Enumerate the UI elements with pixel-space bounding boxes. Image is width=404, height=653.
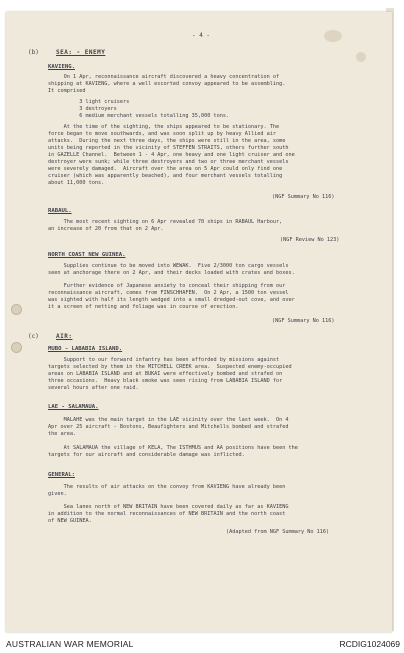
subheading-mubo: MUBO - LABABIA ISLAND.: [48, 346, 123, 352]
text-line: seen at anchorage there on 2 Apr, and their decks loaded with crates and boxes.: [48, 270, 295, 276]
text-line: force began to move southwards, and was soon split up by heavy Allied air: [48, 131, 276, 137]
punch-hole: [11, 304, 22, 315]
section-title: AIR:: [56, 333, 73, 340]
text-line: it a screen of netting and foliage was in course of erection.: [48, 304, 239, 310]
text-line: given.: [48, 491, 67, 497]
subheading-kavieng: KAVIENG.: [48, 64, 75, 70]
section-letter: (c): [28, 333, 39, 340]
text-line: Apr over 25 aircraft - Bostons, Beaufighters and Mitchells bombed and strafed: [48, 424, 289, 430]
subheading-rabaul: RABAUL.: [48, 208, 72, 214]
text-line: It comprised: [48, 88, 86, 94]
text-line: Support to our forward infantry has been afforded by missions against: [48, 357, 280, 363]
text-line: the area.: [48, 431, 77, 437]
text-line: 3 destroyers: [48, 106, 117, 112]
section-letter: (b): [28, 49, 39, 56]
punch-hole: [11, 342, 22, 353]
reference-note: (NGF Summary No 116): [272, 194, 335, 200]
page-number: - 4 -: [191, 32, 211, 39]
text-line: 6 medium merchant vessels totalling 35,000 tons.: [48, 113, 230, 119]
reference-note: (NGF Summary No 116): [272, 318, 335, 324]
text-line: were severely damaged. Aircraft over the area on 5 Apr could only find one: [48, 166, 283, 172]
text-line: an increase of 20 from that on 2 Apr.: [48, 226, 164, 232]
subheading-lae: LAE - SALAMAUA.: [48, 404, 99, 410]
text-line: in GAZELLE Channel. Between 1 - 4 Apr, one heavy and one light cruiser and one: [48, 152, 295, 158]
text-line: Supplies continue to be moved into WEWAK. Five 2/3000 ton cargo vessels: [48, 263, 289, 269]
text-line: of NEW GUINEA.: [48, 518, 92, 524]
text-line: units being reported in the vicinity of STEFFEN STRAITS, others further south: [48, 145, 289, 151]
subheading-north-coast: NORTH COAST NEW GUINEA.: [48, 252, 126, 258]
footer-archive-name: AUSTRALIAN WAR MEMORIAL: [6, 639, 134, 649]
text-line: areas on LABABIA ISLAND and at BUKAI were effectively bombed and strafed on: [48, 371, 283, 377]
text-line: several hours after one raid.: [48, 385, 139, 391]
text-line: 3 light cruisers: [48, 99, 130, 105]
text-line: was sighted with half its length wedged into a small dredged-out cove, and over: [48, 297, 295, 303]
text-line: attacks. During the next three days, the ships were still in the area, some: [48, 138, 286, 144]
document-page: [6, 12, 392, 632]
footer-record-id: RCDIG1024069: [339, 639, 400, 649]
text-line: cruiser (which was apparently beached), and four merchant vessels totalling: [48, 173, 283, 179]
reference-note: (NGF Review No 123): [280, 237, 340, 243]
reference-note: (Adapted from NGF Summary No 116): [226, 529, 330, 535]
text-line: Sea lanes north of NEW BRITAIN have been covered daily as far as KAVIENG: [48, 504, 289, 510]
text-line: At SALAMAUA the village of KELA, The ISTHMUS and AA positions have been the: [48, 445, 298, 451]
text-line: shipping at KAVIENG, where a well escorted convoy appeared to be assembling.: [48, 81, 286, 87]
text-line: targets selected by them in the MITCHELL CREEK area. Suspected enemy-occupied: [48, 364, 292, 370]
text-line: The results of air attacks on the convoy from KAVIENG have already been: [48, 484, 286, 490]
text-line: about 11,000 tons.: [48, 180, 105, 186]
text-line: targets for our aircraft and considerable damage was inflicted.: [48, 452, 245, 458]
text-line: On 1 Apr, reconnaissance aircraft discovered a heavy concentration of: [48, 74, 280, 80]
text-line: Further evidence of Japanese anxiety to conceal their shipping from our: [48, 283, 286, 289]
text-line: At the time of the sighting, the ships appeared to be stationary. The: [48, 124, 280, 130]
text-line: The most recent sighting on 6 Apr revealed 70 ships in RABAUL Harbour,: [48, 219, 283, 225]
text-line: in addition to the normal reconnaissances of NEW BRITAIN and the north coast: [48, 511, 286, 517]
text-line: three occasions. Heavy black smoke was seen rising from LABABIA ISLAND for: [48, 378, 283, 384]
archive-footer: [0, 638, 404, 653]
stain-mark: [356, 52, 366, 62]
text-line: destroyer were sunk; while three destroyers and two or three merchant vessels: [48, 159, 289, 165]
text-line: reconnaissance aircraft, comes from FINSCHHAFEN. On 2 Apr, a 1500 ton vessel: [48, 290, 289, 296]
subheading-general: GENERAL:: [48, 472, 75, 478]
section-title: SEA: - ENEMY: [56, 49, 106, 56]
text-line: MALAHE was the main target in the LAE vicinity over the last week. On 4: [48, 417, 289, 423]
